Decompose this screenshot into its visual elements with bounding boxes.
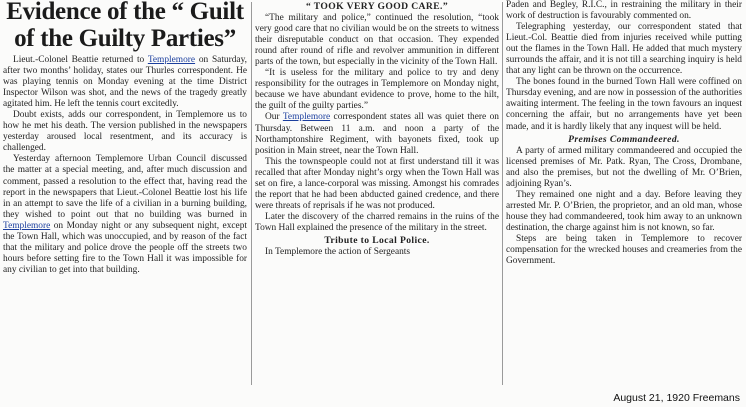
text-run: Lieut.-Colonel Beattie returned to — [13, 55, 148, 65]
paragraph: Paden and Begley, R.I.C., in restraining the military in their work of destruction is favourably commented on. — [506, 0, 742, 22]
paragraph: The bones found in the burned Town Hall were coffined on Thursday evening, and are now in possession of the authorities awaiting interment. The feeling in the town favours an inquest concerning the affair, but no arrangements have yet been made, and it is hardly likely that any inquest will be held. — [506, 77, 742, 132]
paragraph — [255, 112, 499, 156]
source-credit: August 21, 1920 Freemans — [609, 392, 740, 404]
templemore-link[interactable]: Templemore — [282, 112, 331, 123]
text-run: on Saturday, after two months’ holiday, states our Thurles correspondent. He was playing tennis on Monday evening at the time District Inspector Wilson was shot, and the news of the tragedy greatly agitated him. He left the tennis court excitedly. — [3, 55, 247, 110]
text-run: Yesterday afternoon Templemore Urban Council discussed the matter at a special meeting, and, after much discussion and comment, passed a resolution to the effect that, having read the report in the newspapers that Lieut.-Colonel Beattie lost his life in an attempt to save the life of a civilian in a burning building, they wished to point out that no building was burned in — [3, 154, 247, 220]
text-run: on Monday night or any subsequent night, except the Town Hall, which was unoccupied, and by reason of the fact that the military and police drove the people off the streets two hours before setting fire to the Town Hall it was impossible for any civilian to get into that building. — [3, 220, 247, 275]
paragraph — [3, 55, 247, 110]
column-divider — [251, 2, 252, 385]
subheading: Tribute to Local Police. — [324, 234, 430, 246]
headline: Evidence of the “ Guilt of the Guilty Parties” — [6, 0, 244, 52]
paragraph: “It is useless for the military and police to try and deny responsibility for the outrages in Templemore on Monday night, because we have abundant evidence to prove, home to the hilt, the guilt of the guilty parties.” — [255, 68, 499, 112]
paragraph: This the townspeople could not at first understand till it was recalled that after Monday night’s orgy when the Town Hall was set on fire, a lance-corporal was missing. Amongst his comrades the report that he had been abducted gained credence, and there were threats of reprisals if he was not produced. — [255, 156, 499, 211]
subheading: “ TOOK VERY GOOD CARE.” — [305, 1, 449, 12]
column-divider — [502, 2, 503, 385]
text-run: correspondent states all was quiet there on Thursday. Between 11 a.m. and noon a party of the Northamptonshire Regiment, with bayonets fixed, took up position in Main street, near the Town Hall. — [255, 112, 499, 156]
paragraph: Later the discovery of the charred remains in the ruins of the Town Hall explained the presence of the military in the street. — [255, 211, 499, 233]
paragraph: They remained one night and a day. Before leaving they arrested Mr. P. O’Brien, the proprietor, and an old man, whose house they had commandeered, took him away to an unknown destination, the charge against him is not known, so far. — [506, 189, 742, 233]
column-1 — [3, 0, 247, 407]
paragraph: In Templemore the action of Sergeants — [265, 247, 411, 258]
paragraph: Steps are being taken in Templemore to recover compensation for the wrecked houses and creameries from the Government. — [506, 233, 742, 267]
subheading: Premises Commandeered. — [568, 133, 680, 145]
templemore-link[interactable]: Templemore — [3, 220, 51, 231]
column-2 — [255, 0, 499, 407]
paragraph: Telegraphing yesterday, our correspondent stated that Lieut.-Col. Beattie died from injuries received while putting out the flames in the Town Hall. He added that much mystery surrounds the affair, and it is not till a searching inquiry is held that any light can be thrown on the occurrence. — [506, 22, 742, 77]
templemore-link[interactable]: Templemore — [147, 55, 196, 65]
text-run: Our — [265, 112, 283, 123]
paragraph: “The military and police,” continued the resolution, “took very good care that no civilian would be on the streets to witness their disreputable conduct on that occasion. They expended round after round of rifle and revolver ammunition in different parts of the town, but especially in the vicinity of the Town Hall. — [255, 13, 499, 68]
paragraph: Doubt exists, adds our correspondent, in Templemore us to how he met his death. The version published in the newspapers yesterday aroused local resentment, and its accuracy is challenged. — [3, 110, 247, 154]
paragraph: A party of armed military commandeered and occupied the licensed premises of Mr. Patk. Ryan, The Cross, Drombane, and also the premises, but not the dwelling of Mr. O’Brien, adjoining Ryan’s. — [506, 145, 742, 189]
column-3 — [506, 0, 742, 407]
paragraph — [3, 154, 247, 276]
